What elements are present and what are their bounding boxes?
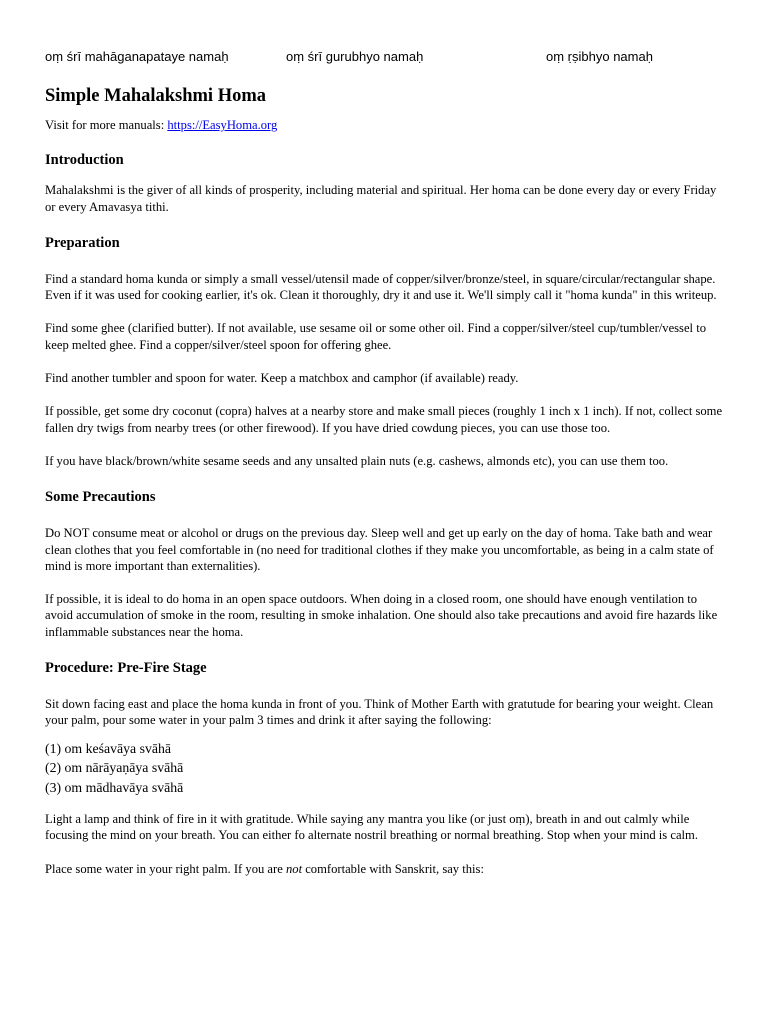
water-text-before: Place some water in your right palm. If you are <box>45 861 286 876</box>
precautions-paragraph: If possible, it is ideal to do homa in an open space outdoors. When doing in a closed room, one should have enough ventilation to avoid accumulation of smoke in the room, resulting in smoke inhalation. One should also take precautions and avoid fire hazards like inflammable substances near the homa. <box>45 592 718 639</box>
procedure-heading: Procedure: Pre-Fire Stage <box>45 660 207 677</box>
mantra-line: (1) om keśavāya svāhā <box>45 740 172 756</box>
preparation-paragraph: Find some ghee (clarified butter). If not available, use sesame oil or some other oil. Find a copper/silver/steel cup/tumbler/vessel to keep melted ghee. Find a copper/silver/steel spoon for offering ghee. <box>45 321 706 352</box>
introduction-heading: Introduction <box>45 152 124 169</box>
preparation-paragraph: If possible, get some dry coconut (copra) halves at a nearby store and make small pieces (roughly 1 inch x 1 inch). If not, collect some fallen dry twigs from nearby trees (or other firewood). If you have dried cowdung pieces, you can use those too. <box>45 404 723 435</box>
precautions-paragraph: Do NOT consume meat or alcohol or drugs on the previous day. Sleep well and get up early on the day of homa. Take bath and wear clean clothes that you feel comfortable in (no need for traditional clothes if they make you uncomfortable, as being in a calm state of mind is more important than externalities). <box>45 526 714 573</box>
visit-text: Visit for more manuals: <box>45 118 168 132</box>
document-body <box>45 84 725 877</box>
header-mantra-rishi: oṃ ṛṣibhyo namaḥ <box>546 49 653 64</box>
header-mantra-ganapati: oṃ śrī mahāganapataye namaḥ <box>45 49 229 64</box>
precautions-heading: Some Precautions <box>45 489 156 506</box>
lamp-paragraph: Light a lamp and think of fire in it with gratitude. While saying any mantra you like (or just oṃ), breath in and out calmly while focusing the mind on your breath. You can either fo alternate nostril breathing or normal breathing. Stop when your mind is calm. <box>45 812 698 843</box>
preparation-heading: Preparation <box>45 234 120 251</box>
achamana-mantra-list <box>45 739 725 798</box>
preparation-paragraph: Find a standard homa kunda or simply a small vessel/utensil made of copper/silver/bronze/steel, in square/circular/rectangular shape. Even if it was used for cooking earlier, it's ok. Clean it thoroughly, dry it and use it. We'll simply call it "homa kunda" in this writeup. <box>45 271 717 303</box>
header-mantra-guru: oṃ śrī gurubhyo namaḥ <box>286 49 424 64</box>
document-title: Simple Mahalakshmi Homa <box>45 86 266 106</box>
header-mantras <box>45 49 725 67</box>
preparation-paragraph: Find another tumbler and spoon for water. Keep a matchbox and camphor (if available) ready. <box>45 371 519 386</box>
visit-line <box>45 117 725 133</box>
mantra-line: (2) om nārāyaṇāya svāhā <box>45 760 184 776</box>
mantra-line: (3) om mādhavāya svāhā <box>45 779 184 795</box>
procedure-intro: Sit down facing east and place the homa kunda in front of you. Think of Mother Earth with gratutude for bearing your weight. Clean your palm, pour some water in your palm 3 times and drink it after saying the following: <box>45 697 714 728</box>
easyhoma-link[interactable]: https://EasyHoma.org <box>167 118 278 132</box>
water-paragraph <box>45 861 725 877</box>
water-text-after: comfortable with Sanskrit, say this: <box>302 861 484 876</box>
water-text-emphasis: not <box>285 861 303 876</box>
preparation-paragraph: If you have black/brown/white sesame seeds and any unsalted plain nuts (e.g. cashews, almonds etc), you can use them too. <box>45 453 669 468</box>
introduction-paragraph: Mahalakshmi is the giver of all kinds of prosperity, including material and spiritual. Her homa can be done every day or every Friday or every Amavasya tithi. <box>45 183 717 214</box>
